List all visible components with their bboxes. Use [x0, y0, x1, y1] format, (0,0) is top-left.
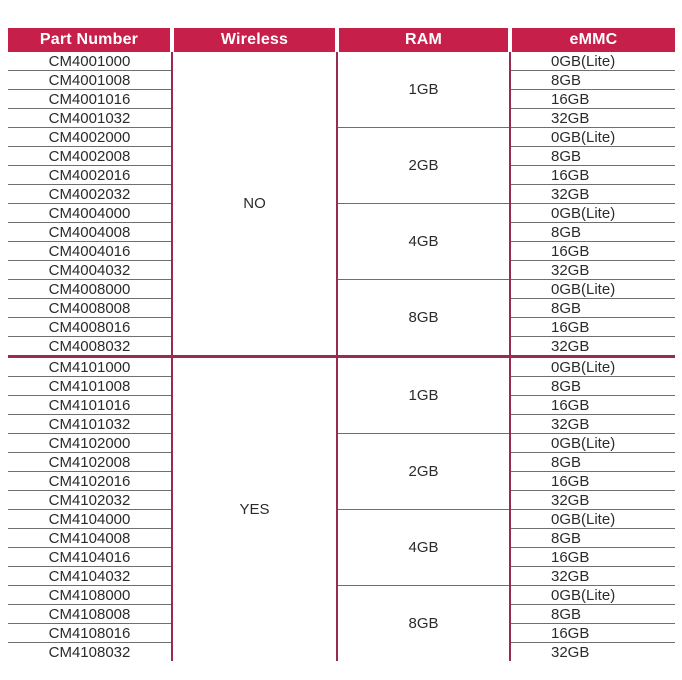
part-number-cell: CM4101032: [8, 415, 172, 434]
part-number-cell: CM4108032: [48, 643, 131, 661]
ram-cell: 4GB: [337, 510, 510, 586]
table-row: [8, 280, 675, 299]
emmc-cell: 0GB(Lite): [510, 204, 675, 223]
header-row: [8, 28, 675, 52]
table-header: [8, 28, 675, 52]
part-number-cell: CM4004016: [8, 242, 172, 261]
emmc-cell: 16GB: [510, 242, 675, 261]
part-number-cell: CM4004032: [8, 261, 172, 280]
emmc-cell: 32GB: [510, 567, 675, 586]
emmc-cell: 16GB: [510, 318, 675, 337]
part-number-cell: CM4002032: [8, 185, 172, 204]
part-number-cell: CM4008000: [8, 280, 172, 299]
part-number-cell: CM4101008: [8, 377, 172, 396]
part-number-cell: CM4008008: [8, 299, 172, 318]
table-row: [8, 128, 675, 147]
part-number-cell: CM4104016: [8, 548, 172, 567]
emmc-cell: 8GB: [510, 147, 675, 166]
ram-cell: 2GB: [337, 128, 510, 204]
table-row: [8, 510, 675, 529]
emmc-cell: 8GB: [510, 529, 675, 548]
part-number-cell: CM4101000: [8, 357, 172, 377]
ram-cell: 1GB: [337, 357, 510, 434]
wireless-cell: YES: [172, 357, 337, 662]
emmc-cell: 0GB(Lite): [510, 52, 675, 71]
ram-cell: 1GB: [337, 52, 510, 128]
emmc-cell: 32GB: [510, 491, 675, 510]
emmc-cell: 0GB(Lite): [510, 280, 675, 299]
table-body: [8, 52, 675, 661]
wireless-cell: NO: [172, 52, 337, 357]
part-number-cell: CM4104000: [8, 510, 172, 529]
table-row: [8, 586, 675, 605]
emmc-cell: 0GB(Lite): [510, 128, 675, 147]
emmc-cell: 8GB: [510, 453, 675, 472]
column-header-ram: RAM: [337, 28, 510, 52]
part-number-cell: CM4101016: [8, 396, 172, 415]
part-number-cell: CM4001000: [8, 52, 172, 71]
part-number-cell: CM4108016: [8, 624, 172, 643]
emmc-cell: 0GB(Lite): [510, 357, 675, 377]
part-number-cell: CM4001016: [8, 90, 172, 109]
table-row: [8, 204, 675, 223]
part-number-cell: CM4001032: [8, 109, 172, 128]
part-number-cell: CM4104008: [8, 529, 172, 548]
part-number-cell: CM4002016: [8, 166, 172, 185]
part-number-cell: CM4008032: [8, 337, 172, 357]
column-header-part-number: Part Number: [8, 28, 172, 52]
part-number-cell: CM4102008: [8, 453, 172, 472]
emmc-cell: 32GB: [510, 415, 675, 434]
emmc-cell: 0GB(Lite): [510, 510, 675, 529]
table-row: [8, 52, 675, 71]
emmc-cell: 0GB(Lite): [510, 586, 675, 605]
emmc-cell: 8GB: [510, 299, 675, 318]
column-header-emmc: eMMC: [510, 28, 675, 52]
ram-cell: 8GB: [337, 280, 510, 357]
part-number-cell: CM4002000: [8, 128, 172, 147]
emmc-cell: 16GB: [510, 396, 675, 415]
emmc-cell: 32GB: [510, 261, 675, 280]
part-number-cell: CM4102016: [8, 472, 172, 491]
ram-cell: 2GB: [337, 434, 510, 510]
part-number-cell: CM4004008: [8, 223, 172, 242]
emmc-cell: 32GB: [510, 109, 675, 128]
emmc-cell: 16GB: [510, 166, 675, 185]
emmc-cell: 32GB: [510, 185, 675, 204]
part-number-cell: CM4004000: [8, 204, 172, 223]
table-row: [8, 357, 675, 377]
table-row: [8, 434, 675, 453]
part-number-cell: CM4108000: [8, 586, 172, 605]
emmc-cell: 8GB: [510, 605, 675, 624]
part-number-cell: CM4104032: [8, 567, 172, 586]
emmc-cell: 8GB: [510, 377, 675, 396]
emmc-cell: 16GB: [510, 624, 675, 643]
emmc-cell: 16GB: [510, 548, 675, 567]
emmc-cell: 0GB(Lite): [510, 434, 675, 453]
cm4-variants-table: [8, 28, 675, 661]
ram-cell: 4GB: [337, 204, 510, 280]
part-number-cell: CM4102000: [8, 434, 172, 453]
emmc-cell: 8GB: [510, 223, 675, 242]
part-number-cell: CM4002008: [8, 147, 172, 166]
part-number-cell: CM4102032: [8, 491, 172, 510]
ram-cell: 8GB: [337, 586, 510, 662]
emmc-cell: 8GB: [510, 71, 675, 90]
part-number-cell: CM4108008: [8, 605, 172, 624]
part-number-cell: CM4001008: [8, 71, 172, 90]
emmc-cell: 32GB: [510, 337, 675, 357]
emmc-cell: 16GB: [510, 90, 675, 109]
emmc-cell: 32GB: [510, 643, 675, 662]
emmc-cell: 16GB: [510, 472, 675, 491]
column-header-wireless: Wireless: [172, 28, 337, 52]
part-number-cell: CM4008016: [8, 318, 172, 337]
